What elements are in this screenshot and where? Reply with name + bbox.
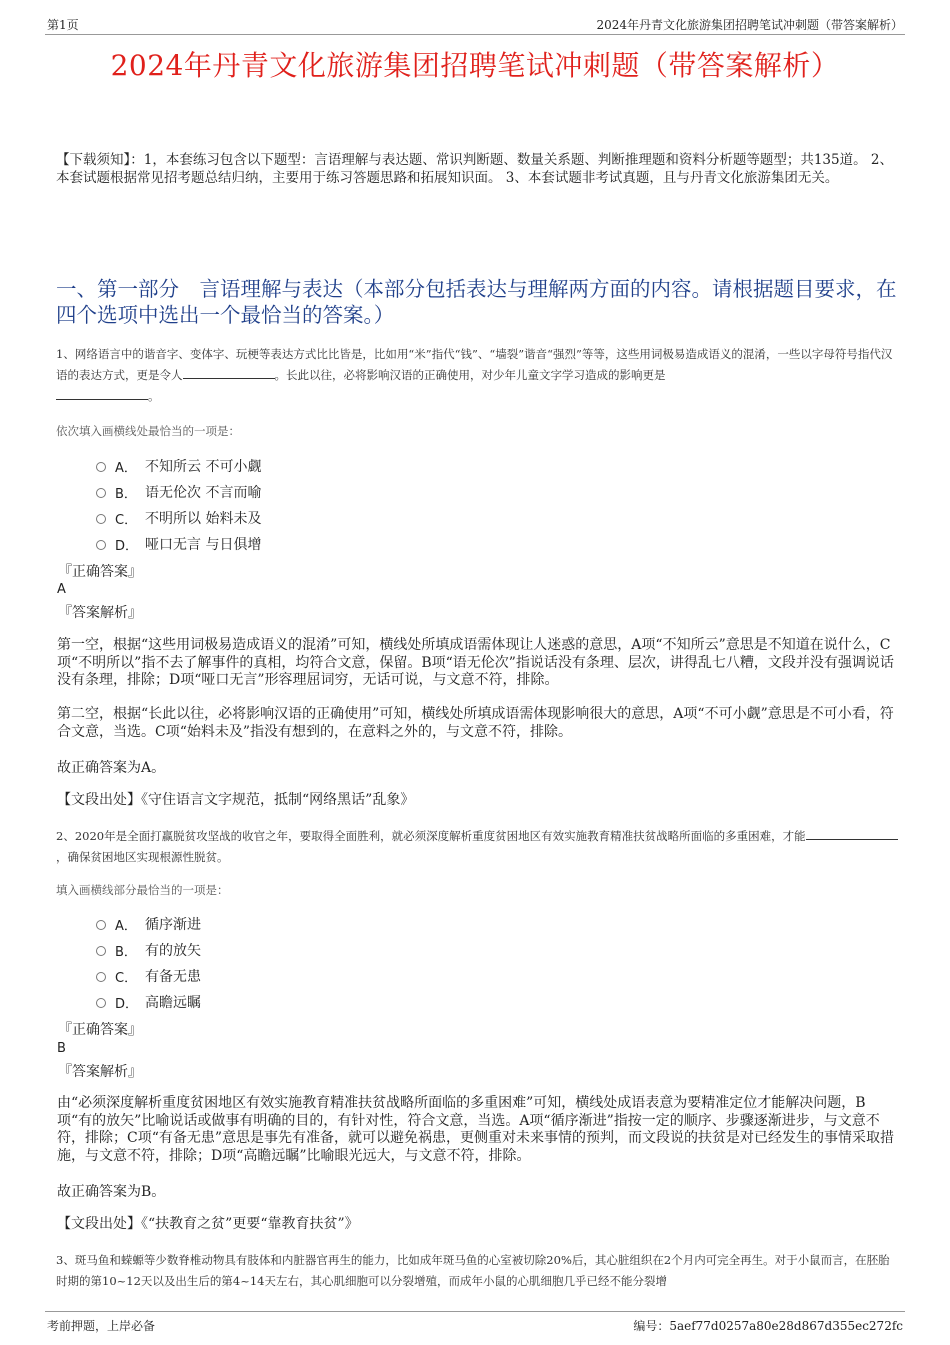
question-3-stem: 3、斑马鱼和蝾螈等少数脊椎动物具有肢体和内脏器官再生的能力，比如成年斑马鱼的心室被切除20%后，其心脏组织在2个月内可完全再生。对于小鼠而言，在胚胎时期的第10~12天以及出生后的第4~14天左右，其心肌细胞可以分裂增殖，而成年小鼠的心肌细胞几乎已经不能分裂增 (56, 1253, 890, 1288)
section-heading: 一、第一部分 言语理解与表达（本部分包括表达与理解两方面的内容。请根据题目要求，在四个选项中选出一个最恰当的答案。） (56, 277, 897, 327)
question-1-option-a[interactable]: A． 不知所云 不可小觑 (96, 453, 261, 479)
radio-icon[interactable] (96, 540, 106, 550)
question-1-options (96, 453, 261, 557)
question-2-conclusion: 故正确答案为B。 (57, 1184, 166, 1200)
question-2-source: 【文段出处】《“扶教育之贫”更要“靠教育扶贫”》 (57, 1216, 359, 1232)
question-1-analysis-2: 第二空，根据“长此以往，必将影响汉语的正确使用”可知，横线处所填成语需体现影响很大的意思，A项“不可小觑”意思是不可小看，符合文意，当选。C项“始料未及”指没有想到的，在意料之外的，与文意不符，排除。 (57, 706, 894, 740)
radio-icon[interactable] (96, 514, 106, 524)
question-2-option-c[interactable]: C． 有备无患 (96, 963, 201, 989)
radio-icon[interactable] (96, 462, 106, 472)
option-text: 有备无患 (145, 969, 201, 985)
radio-icon[interactable] (96, 946, 106, 956)
correct-answer-label: 『正确答案』 (58, 1022, 142, 1038)
document-title: 2024年丹青文化旅游集团招聘笔试冲刺题（带答案解析） (110, 49, 840, 82)
question-2-stem-part-b: ，确保贫困地区实现根源性脱贫。 (56, 850, 229, 864)
answer-blank (183, 366, 275, 379)
question-1-option-b[interactable]: B． 语无伦次 不言而喻 (96, 479, 261, 505)
question-1-stem (56, 344, 898, 407)
question-2-stem (56, 826, 898, 868)
page-number: 第1页 (47, 18, 79, 32)
question-1-source: 【文段出处】《守住语言文字规范，抵制“网络黑话”乱象》 (57, 792, 415, 808)
radio-icon[interactable] (96, 920, 106, 930)
analysis-label: 『答案解析』 (58, 605, 142, 621)
question-2-option-b[interactable]: B． 有的放矢 (96, 937, 201, 963)
question-1-answer: A (57, 582, 66, 597)
question-1-stem-part-c: 。 (148, 389, 160, 403)
question-1-instruction: 依次填入画横线处最恰当的一项是： (56, 424, 240, 438)
option-text: 不明所以 始料未及 (145, 511, 262, 527)
question-2-option-a[interactable]: A． 循序渐进 (96, 911, 201, 937)
question-2-option-d[interactable]: D． 高瞻远瞩 (96, 989, 201, 1015)
question-2-instruction: 填入画横线部分最恰当的一项是： (56, 883, 229, 897)
question-2-answer: B (57, 1041, 66, 1056)
answer-blank (806, 827, 898, 840)
correct-answer-label: 『正确答案』 (58, 564, 142, 580)
question-1-stem-part-b: 。长此以往，必将影响汉语的正确使用，对少年儿童文字学习造成的影响更是 (274, 368, 666, 382)
question-1-option-d[interactable]: D． 哑口无言 与日俱增 (96, 531, 261, 557)
page-header (45, 14, 905, 35)
option-text: 有的放矢 (145, 943, 201, 959)
question-1-conclusion: 故正确答案为A。 (57, 760, 166, 776)
answer-blank (56, 387, 148, 400)
footer-serial-number: 编号：5aef77d0257a80e28d867d355ec272fc (633, 1319, 903, 1333)
radio-icon[interactable] (96, 488, 106, 498)
question-2-options (96, 911, 201, 1015)
radio-icon[interactable] (96, 972, 106, 982)
header-doc-name: 2024年丹青文化旅游集团招聘笔试冲刺题（带答案解析） (596, 18, 903, 32)
question-1-stem-part-a: 1、网络语言中的谐音字、变体字、玩梗等表达方式比比皆是，比如用“米”指代“钱”、“墙裂”谐音“强烈”等等，这些用词极易造成语义的混淆，一些以字母符号指代汉语的表达方式，更是令人 (56, 347, 893, 382)
option-text: 高瞻远瞩 (145, 995, 201, 1011)
analysis-label: 『答案解析』 (58, 1064, 142, 1080)
question-1-analysis-1: 第一空，根据“这些用词极易造成语义的混淆”可知，横线处所填成语需体现让人迷惑的意思，A项“不知所云”意思是不知道在说什么，C项“不明所以”指不去了解事件的真相，均符合文意，保留。B项“语无伦次”指说话没有条理、层次，讲得乱七八糟，文段并没有强调说话没有条理，排除；D项“哑口无言”形容理屈词穷，无话可说，与文意不符，排除。 (57, 637, 894, 688)
question-2-stem-part-a: 2、2020年是全面打赢脱贫攻坚战的收官之年，要取得全面胜利，就必须深度解析重度贫困地区有效实施教育精准扶贫战略所面临的多重困难，才能 (56, 829, 806, 843)
option-text: 哑口无言 与日俱增 (145, 537, 262, 553)
question-1-option-c[interactable]: C． 不明所以 始料未及 (96, 505, 261, 531)
question-2-analysis-1: 由“必须深度解析重度贫困地区有效实施教育精准扶贫战略所面临的多重困难”可知，横线处成语表意为要精准定位才能解决问题，B项“有的放矢”比喻说话或做事有明确的目的，有针对性，符合文意，当选。A项“循序渐进”指按一定的顺序、步骤逐渐进步，与文意不符，排除；C项“有备无患”意思是事先有准备，就可以避免祸患，更侧重对未来事情的预判，而文段说的扶贫是对已经发生的事情采取措施，与文意不符，排除；D项“高瞻远瞩”比喻眼光远大，与文意不符，排除。 (57, 1095, 895, 1164)
page-footer (45, 1311, 905, 1336)
option-text: 循序渐进 (145, 917, 201, 933)
option-text: 语无伦次 不言而喻 (145, 485, 262, 501)
option-text: 不知所云 不可小觑 (145, 459, 262, 475)
footer-slogan: 考前押题，上岸必备 (47, 1319, 156, 1333)
download-notice: 【下载须知】：1，本套练习包含以下题型：言语理解与表达题、常识判断题、数量关系题、判断推理题和资料分析题等题型；共135道。 2、本套试题根据常见招考题总结归纳，主要用于练习答题思路和拓展知识面。 3、本套试题非考试真题，且与丹青文化旅游集团无关。 (56, 152, 893, 186)
radio-icon[interactable] (96, 998, 106, 1008)
